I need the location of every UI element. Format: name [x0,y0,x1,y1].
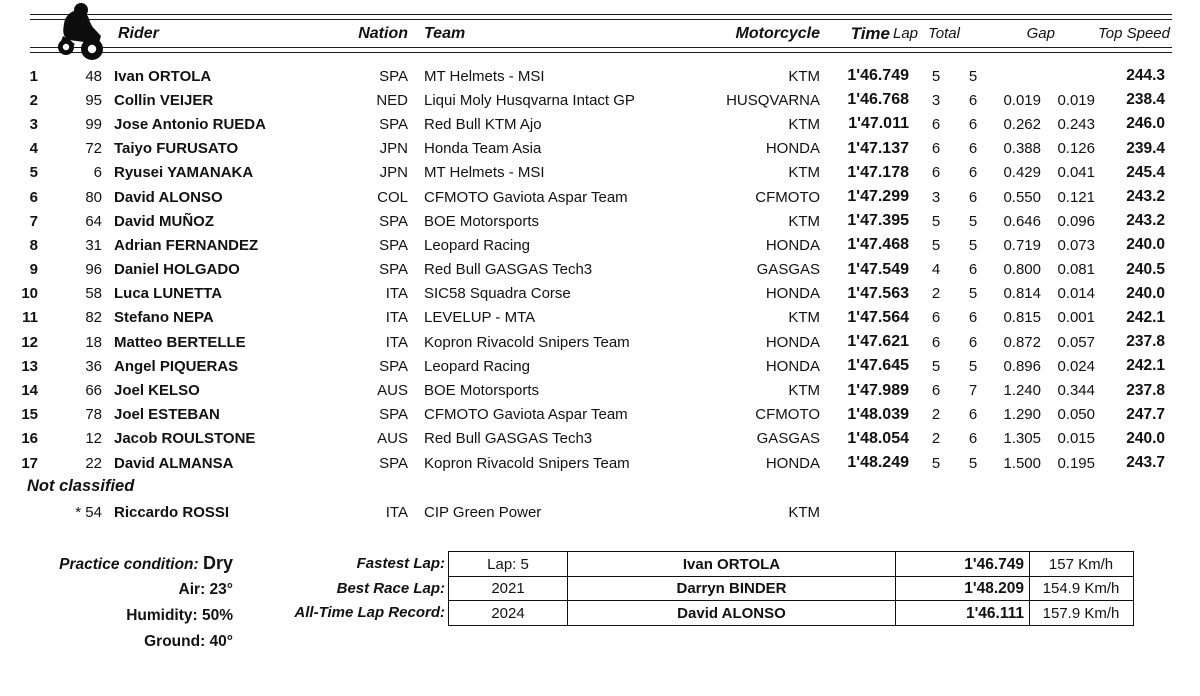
time-cell: 1'47.564 [847,308,909,326]
team-cell: LEVELUP - MTA [424,309,536,327]
nation-cell: ITA [385,333,408,351]
gap-prev-cell: 0.014 [1057,285,1095,303]
gap-first-cell: 0.646 [1003,212,1041,230]
time-cell: 1'48.054 [847,429,909,447]
time-cell: 1'47.645 [847,357,909,375]
nation-cell: SPA [379,67,408,85]
top-speed-cell: 243.2 [1126,212,1165,230]
motorcycle-cell: HONDA [765,357,820,375]
position-cell: 7 [29,212,38,230]
record-ref-cell: 2021 [448,576,568,602]
total-laps-cell: 6 [968,309,978,327]
time-cell: 1'47.468 [847,236,909,254]
number-cell: 72 [85,140,102,158]
rider-name-cell: Ryusei YAMANAKA [114,164,254,182]
nation-cell: AUS [377,382,408,400]
table-row [0,185,1200,209]
gap-first-cell: 0.814 [1003,285,1041,303]
team-cell: BOE Motorsports [424,212,540,230]
motorcycle-cell: KTM [788,67,820,85]
gap-first-cell: 0.719 [1003,236,1041,254]
nation-cell: NED [376,91,408,109]
number-cell: 48 [85,67,102,85]
rider-name-cell: Luca LUNETTA [114,285,223,303]
lap-cell: 4 [931,261,941,279]
table-row [0,112,1200,136]
header-top-rule [30,14,1172,20]
number-cell: 22 [85,454,102,472]
record-rider-cell: David ALONSO [567,600,897,626]
table-row [0,354,1200,378]
position-cell: 8 [29,236,38,254]
number-cell: 12 [85,430,102,448]
motorcycle-cell: HONDA [765,236,820,254]
not-classified-row-wrap [0,500,1200,524]
team-cell: MT Helmets - MSI [424,67,545,85]
nation-cell: SPA [379,454,408,472]
position-cell: 16 [21,430,38,448]
record-speed-cell: 154.9 Km/h [1029,576,1134,602]
top-speed-cell: 242.1 [1126,308,1165,326]
table-row [0,137,1200,161]
table-row [0,451,1200,475]
total-laps-cell: 6 [968,406,978,424]
record-row [256,551,1134,577]
session-conditions [0,550,233,655]
nation-cell: SPA [379,236,408,254]
record-label: Fastest Lap: [356,555,445,572]
gap-first-cell: 1.305 [1003,430,1041,448]
time-cell: 1'47.178 [847,163,909,181]
air-temperature: Air: 23° [178,581,233,598]
time-cell: 1'48.249 [847,454,909,472]
motorcycle-cell: CFMOTO [755,188,820,206]
position-cell: 12 [21,333,38,351]
table-row [0,306,1200,330]
nation-cell: SPA [379,357,408,375]
top-speed-cell: 243.2 [1126,188,1165,206]
motorcycle-cell: HONDA [765,454,820,472]
nation-cell: COL [377,188,408,206]
rider-name-cell: David MUÑOZ [114,212,215,230]
lap-cell: 5 [931,212,941,230]
rider-name-cell: Stefano NEPA [114,309,214,327]
rider-name-cell: Riccardo ROSSI [114,503,230,521]
rider-name-cell: Jose Antonio RUEDA [114,115,266,133]
gap-first-cell: 0.896 [1003,357,1041,375]
time-cell: 1'47.549 [847,260,909,278]
gap-prev-cell: 0.015 [1057,430,1095,448]
total-laps-cell: 6 [968,188,978,206]
number-cell: * 54 [75,503,102,521]
position-cell: 10 [21,285,38,303]
rider-name-cell: Jacob ROULSTONE [114,430,256,448]
gap-first-cell: 1.290 [1003,406,1041,424]
nation-cell: SPA [379,115,408,133]
nation-cell: AUS [377,430,408,448]
total-laps-cell: 6 [968,91,978,109]
rider-name-cell: Joel ESTEBAN [114,406,220,424]
position-cell: 14 [21,382,38,400]
number-cell: 66 [85,382,102,400]
rider-name-cell: Taiyo FURUSATO [114,140,239,158]
gap-prev-cell: 0.024 [1057,357,1095,375]
team-cell: Red Bull KTM Ajo [424,115,542,133]
table-row [0,88,1200,112]
gap-prev-cell: 0.243 [1057,115,1095,133]
gap-prev-cell: 0.195 [1057,454,1095,472]
motorcycle-cell: HONDA [765,285,820,303]
table-row [0,500,1200,524]
number-cell: 96 [85,261,102,279]
motorcycle-cell: KTM [788,212,820,230]
motorcycle-rider-icon [50,0,114,62]
lap-cell: 5 [931,236,941,254]
motorcycle-cell: GASGAS [756,430,820,448]
lap-cell: 6 [931,115,941,133]
total-laps-cell: 5 [968,212,978,230]
nation-cell: ITA [385,503,408,521]
rider-name-cell: Daniel HOLGADO [114,261,240,279]
lap-cell: 6 [931,333,941,351]
total-laps-cell: 7 [968,382,978,400]
time-cell: 1'47.137 [847,139,909,157]
top-speed-cell: 246.0 [1126,115,1165,133]
table-row [0,427,1200,451]
motorcycle-cell: HONDA [765,140,820,158]
table-row [0,282,1200,306]
team-cell: Red Bull GASGAS Tech3 [424,261,593,279]
motorcycle-cell: KTM [788,309,820,327]
team-cell: Leopard Racing [424,236,530,254]
table-row [0,233,1200,257]
number-cell: 78 [85,406,102,424]
total-laps-cell: 5 [968,285,978,303]
motorcycle-cell: KTM [788,382,820,400]
total-laps-cell: 6 [968,115,978,133]
top-speed-cell: 243.7 [1126,454,1165,472]
team-cell: Kopron Rivacold Snipers Team [424,333,630,351]
nation-cell: SPA [379,261,408,279]
position-cell: 3 [29,115,38,133]
record-ref-cell: 2024 [448,600,568,626]
gap-first-cell: 1.240 [1003,382,1041,400]
lap-cell: 2 [931,285,941,303]
motorcycle-cell: CFMOTO [755,406,820,424]
gap-prev-cell: 0.121 [1057,188,1095,206]
gap-prev-cell: 0.344 [1057,382,1095,400]
motorcycle-cell: KTM [788,164,820,182]
rider-name-cell: Ivan ORTOLA [114,67,212,85]
number-cell: 80 [85,188,102,206]
rider-name-cell: Collin VEIJER [114,91,214,109]
top-speed-cell: 239.4 [1126,139,1165,157]
practice-condition-value: Dry [202,553,233,573]
lap-cell: 2 [931,406,941,424]
record-time-cell: 1'46.111 [895,600,1030,626]
gap-prev-cell: 0.126 [1057,140,1095,158]
top-speed-cell: 240.0 [1126,429,1165,447]
record-time-cell: 1'46.749 [895,551,1030,577]
position-cell: 15 [21,406,38,424]
team-cell: Red Bull GASGAS Tech3 [424,430,593,448]
number-cell: 99 [85,115,102,133]
total-laps-cell: 6 [968,261,978,279]
team-cell: Leopard Racing [424,357,530,375]
table-row [0,403,1200,427]
gap-first-cell: 0.815 [1003,309,1041,327]
nation-cell: ITA [385,285,408,303]
total-laps-cell: 6 [968,333,978,351]
top-speed-cell: 244.3 [1126,67,1165,85]
top-speed-cell: 245.4 [1126,163,1165,181]
gap-prev-cell: 0.001 [1057,309,1095,327]
time-cell: 1'47.011 [848,115,909,133]
col-header-gap: Gap [1026,25,1055,42]
total-laps-cell: 5 [968,357,978,375]
table-row [0,161,1200,185]
top-speed-cell: 237.8 [1126,381,1165,399]
number-cell: 95 [85,91,102,109]
team-cell: MT Helmets - MSI [424,164,545,182]
humidity: Humidity: 50% [126,607,233,624]
team-cell: CIP Green Power [424,503,542,521]
team-cell: SIC58 Squadra Corse [424,285,571,303]
rider-name-cell: Joel KELSO [114,382,200,400]
time-cell: 1'46.749 [847,67,909,85]
position-cell: 17 [21,454,38,472]
lap-cell: 6 [931,309,941,327]
record-ref-cell: Lap: 5 [448,551,568,577]
not-classified-heading: Not classified [27,477,135,495]
motorcycle-cell: KTM [788,503,820,521]
lap-cell: 5 [931,454,941,472]
nation-cell: ITA [385,309,408,327]
gap-prev-cell: 0.096 [1057,212,1095,230]
col-header-nation: Nation [358,25,408,42]
time-cell: 1'47.563 [847,284,909,302]
team-cell: Kopron Rivacold Snipers Team [424,454,630,472]
motorcycle-cell: HONDA [765,333,820,351]
nation-cell: JPN [379,140,408,158]
number-cell: 64 [85,212,102,230]
rider-name-cell: David ALMANSA [114,454,234,472]
gap-first-cell: 1.500 [1003,454,1041,472]
total-laps-cell: 6 [968,164,978,182]
position-cell: 11 [22,309,38,327]
col-header-top-speed: Top Speed [1097,25,1170,42]
gap-prev-cell: 0.041 [1057,164,1095,182]
motorcycle-cell: KTM [788,115,820,133]
total-laps-cell: 6 [968,430,978,448]
record-rider-cell: Darryn BINDER [567,576,897,602]
time-cell: 1'47.395 [847,212,909,230]
number-cell: 18 [85,333,102,351]
time-cell: 1'47.989 [847,381,909,399]
position-cell: 6 [29,188,38,206]
col-header-motorcycle: Motorcycle [735,25,820,42]
record-speed-cell: 157.9 Km/h [1029,600,1134,626]
lap-cell: 5 [931,67,941,85]
gap-prev-cell: 0.081 [1057,261,1095,279]
gap-first-cell: 0.388 [1003,140,1041,158]
gap-prev-cell: 0.019 [1057,91,1095,109]
gap-first-cell: 0.262 [1003,115,1041,133]
lap-cell: 3 [931,188,941,206]
gap-first-cell: 0.550 [1003,188,1041,206]
motorcycle-cell: HUSQVARNA [726,91,820,109]
record-speed-cell: 157 Km/h [1029,551,1134,577]
team-cell: Liqui Moly Husqvarna Intact GP [424,91,635,109]
ground-temperature: Ground: 40° [144,633,233,650]
gap-first-cell: 0.872 [1003,333,1041,351]
table-row [0,378,1200,402]
position-cell: 1 [29,67,38,85]
record-label: Best Race Lap: [336,579,445,597]
practice-condition-label: Practice condition: [59,556,199,573]
gap-first-cell: 0.429 [1003,164,1041,182]
results-table [0,64,1200,475]
number-cell: 36 [85,357,102,375]
team-cell: CFMOTO Gaviota Aspar Team [424,188,628,206]
position-cell: 4 [29,140,38,158]
top-speed-cell: 238.4 [1126,91,1165,109]
number-cell: 82 [85,309,102,327]
nation-cell: SPA [379,406,408,424]
total-laps-cell: 5 [968,67,978,85]
position-cell: 2 [29,91,38,109]
top-speed-cell: 247.7 [1126,405,1165,423]
practice-condition-line [0,550,233,577]
number-cell: 58 [85,285,102,303]
record-rider-cell: Ivan ORTOLA [567,551,897,577]
nation-cell: JPN [379,164,408,182]
lap-cell: 6 [931,164,941,182]
lap-cell: 6 [931,382,941,400]
number-cell: 31 [85,236,102,254]
rider-name-cell: Matteo BERTELLE [114,333,246,351]
record-time-cell: 1'48.209 [895,576,1030,602]
number-cell: 6 [93,164,102,182]
top-speed-cell: 240.5 [1126,260,1165,278]
time-cell: 1'47.299 [847,188,909,206]
total-laps-cell: 6 [968,140,978,158]
record-label: All-Time Lap Record: [294,604,445,621]
time-cell: 1'47.621 [847,333,909,351]
nation-cell: SPA [379,212,408,230]
record-row [256,600,1134,626]
col-header-rider: Rider [118,25,159,42]
gap-first-cell: 0.800 [1003,261,1041,279]
position-cell: 13 [21,357,38,375]
gap-prev-cell: 0.057 [1057,333,1095,351]
rider-name-cell: David ALONSO [114,188,223,206]
header-bottom-rule [30,47,1172,53]
top-speed-cell: 237.8 [1126,333,1165,351]
col-header-team: Team [424,25,466,42]
gap-prev-cell: 0.073 [1057,236,1095,254]
team-cell: Honda Team Asia [424,140,542,158]
rider-name-cell: Adrian FERNANDEZ [114,236,259,254]
top-speed-cell: 242.1 [1126,357,1165,375]
lap-cell: 5 [931,357,941,375]
gap-prev-cell: 0.050 [1057,406,1095,424]
top-speed-cell: 240.0 [1126,284,1165,302]
motorcycle-cell: GASGAS [756,261,820,279]
col-header-total: Total [928,25,960,42]
table-row [0,209,1200,233]
lap-cell: 2 [931,430,941,448]
position-cell: 9 [29,261,38,279]
lap-cell: 3 [931,91,941,109]
gap-first-cell: 0.019 [1003,91,1041,109]
position-cell: 5 [29,164,38,182]
lap-cell: 6 [931,140,941,158]
lap-records-table [256,551,1134,626]
rider-name-cell: Angel PIQUERAS [114,357,239,375]
col-header-time: Time [850,24,890,43]
total-laps-cell: 5 [968,236,978,254]
team-cell: BOE Motorsports [424,382,540,400]
table-row [0,64,1200,88]
table-row [0,258,1200,282]
table-row [0,330,1200,354]
col-header-lap: Lap [893,25,919,42]
record-row [256,576,1134,602]
top-speed-cell: 240.0 [1126,236,1165,254]
team-cell: CFMOTO Gaviota Aspar Team [424,406,628,424]
time-cell: 1'46.768 [847,91,909,109]
total-laps-cell: 5 [968,454,978,472]
time-cell: 1'48.039 [847,405,909,423]
